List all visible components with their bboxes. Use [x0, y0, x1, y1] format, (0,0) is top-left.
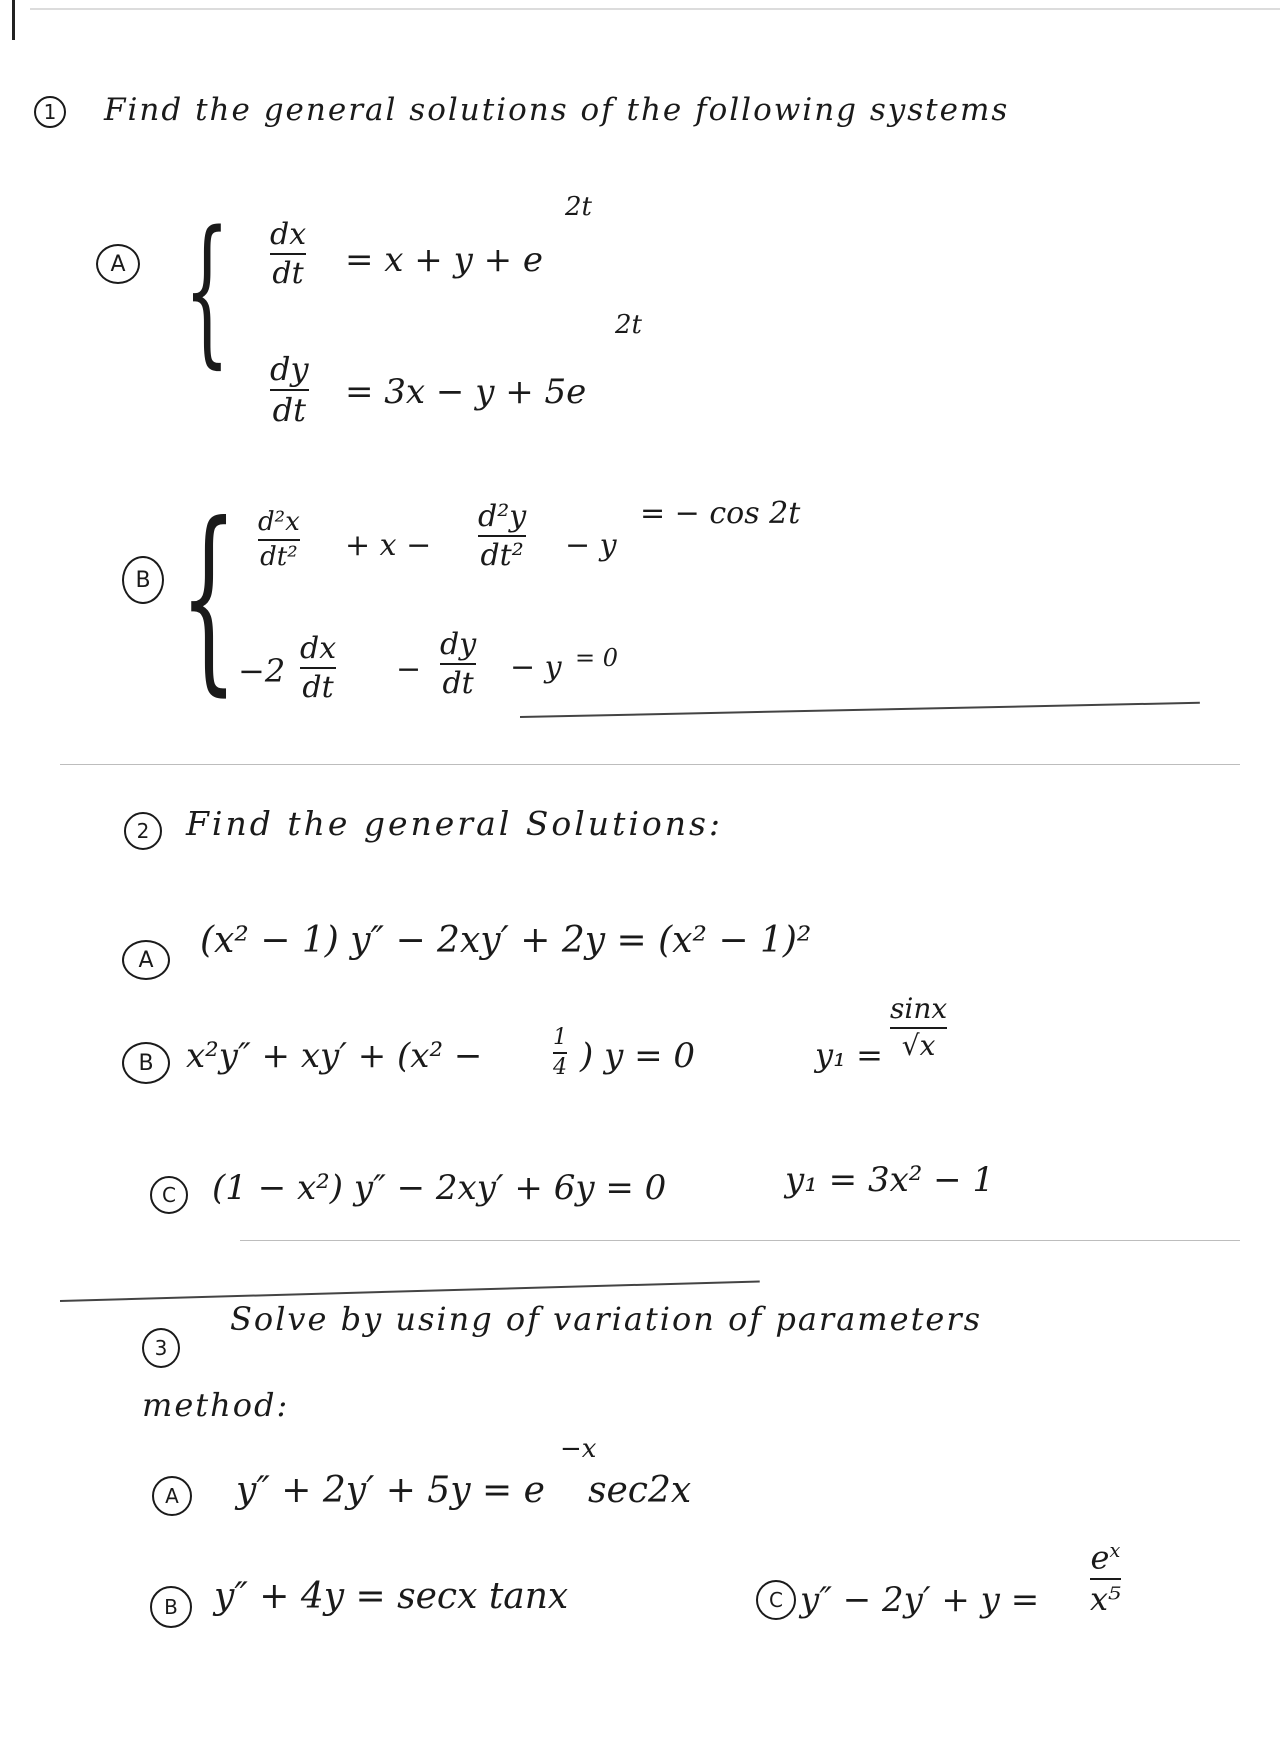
q2-b-equation-end: ) y = 0: [580, 1036, 696, 1076]
q1-a-eq1-rhs: = x + y + e: [345, 240, 544, 280]
section-divider-1: [520, 702, 1200, 718]
q1-a-eq2-exponent: 2t: [615, 310, 642, 340]
q3-c-num-exponent: x: [1109, 1539, 1121, 1562]
q1-b-system-brace: {: [180, 481, 238, 714]
q2-c-given: y₁ = 3x² − 1: [785, 1160, 995, 1200]
q2-b-equation-start: x²y″ + xy′ + (x² −: [186, 1036, 483, 1076]
q3-a-equation: y″ + 2y′ + 5y = e: [236, 1470, 545, 1511]
q2-part-c-label: C: [150, 1176, 188, 1214]
q2-a-equation: (x² − 1) y″ − 2xy′ + 2y = (x² − 1)²: [200, 920, 812, 961]
q2-b-given-num: sinx: [890, 992, 948, 1025]
q1-a-eq2-numerator: dy: [270, 350, 309, 388]
q1-a-eq1-derivative: [270, 218, 306, 290]
q1-a-eq1-numerator: dx: [270, 217, 307, 252]
q2-b-equation-fraction: [553, 1026, 567, 1080]
section-divider-1-faint: [60, 764, 1240, 765]
q1-b-eq2-rhs: = 0: [575, 644, 619, 672]
q1-a-eq1-denominator: dt: [272, 256, 304, 291]
q1-b-eq1-term2: [478, 500, 526, 572]
q2-c-equation: (1 − x²) y″ − 2xy′ + 6y = 0: [212, 1168, 667, 1208]
q2-b-given-den: √x: [901, 1028, 936, 1062]
q1-b-eq2-term1-num: dx: [300, 631, 337, 666]
q2-b-fraction-den: 4: [553, 1055, 567, 1081]
q3-part-a-label: A: [152, 1476, 192, 1516]
q3-c-fraction-num: $e^x$: [1090, 1538, 1121, 1577]
q1-b-eq1-tail: − y: [565, 528, 617, 563]
q3-part-b-label: B: [150, 1586, 192, 1628]
q3-b-equation: y″ + 4y = secx tanx: [214, 1576, 569, 1617]
question-3-heading-line2: method:: [142, 1386, 290, 1424]
q1-b-eq2-term1-den: dt: [302, 670, 334, 705]
q1-b-eq1-mid: + x −: [345, 528, 432, 563]
top-border: [30, 8, 1280, 10]
question-2-heading: Find the general Solutions:: [186, 804, 724, 843]
q2-part-a-label: A: [122, 940, 170, 980]
question-2-number: 2: [124, 812, 162, 850]
q1-a-eq2-derivative: [270, 352, 309, 428]
q1-b-eq1-term2-num: d²y: [478, 499, 527, 534]
q3-c-equation: y″ − 2y′ + y =: [800, 1580, 1040, 1620]
q1-b-eq2-term1: [300, 632, 336, 704]
q2-b-given-fraction: [890, 994, 947, 1062]
q1-b-eq2-coefficient: −2: [238, 652, 286, 690]
q3-c-fraction: [1090, 1540, 1121, 1617]
q1-b-eq2-term2-den: dt: [442, 666, 474, 701]
q3-c-fraction-den: x⁵: [1090, 1579, 1121, 1618]
question-3-heading-line1: Solve by using of variation of parameters: [230, 1300, 983, 1338]
q1-part-b-label: B: [122, 556, 164, 604]
q1-a-system-brace: {: [184, 196, 230, 383]
left-corner-mark: [12, 0, 15, 40]
question-1-number: 1: [34, 96, 66, 128]
q1-b-eq1-term1-num: d²x: [258, 507, 300, 537]
section-divider-2: [60, 1280, 760, 1302]
question-3-number: 3: [142, 1328, 180, 1368]
q1-b-eq2-term2-num: dy: [440, 627, 477, 662]
q1-b-eq2-tail: − y: [510, 650, 562, 685]
q1-part-a-label: A: [96, 244, 140, 284]
q1-a-eq2-rhs: = 3x − y + 5e: [345, 372, 587, 412]
q1-b-eq1-term1: [258, 508, 300, 571]
q1-b-eq1-term1-den: dt²: [260, 541, 298, 572]
q2-part-b-label: B: [122, 1042, 170, 1084]
q1-b-eq1-term2-den: dt²: [480, 538, 524, 573]
q3-part-c-label: C: [756, 1580, 796, 1620]
q1-a-eq1-exponent: 2t: [565, 192, 592, 222]
q2-b-fraction-num: 1: [553, 1025, 567, 1050]
q1-a-eq2-denominator: dt: [272, 391, 306, 430]
q1-b-eq1-rhs: = − cos 2t: [640, 496, 801, 531]
q1-b-eq2-mid: −: [396, 652, 422, 687]
q2-b-given-lhs: y₁ =: [815, 1036, 883, 1074]
q1-b-eq2-term2: [440, 628, 476, 700]
section-divider-2-faint: [240, 1240, 1240, 1241]
question-1-heading: Find the general solutions of the following systems: [104, 92, 1010, 128]
q3-a-exponent: −x: [560, 1434, 597, 1464]
q3-a-tail: sec2x: [588, 1470, 692, 1511]
